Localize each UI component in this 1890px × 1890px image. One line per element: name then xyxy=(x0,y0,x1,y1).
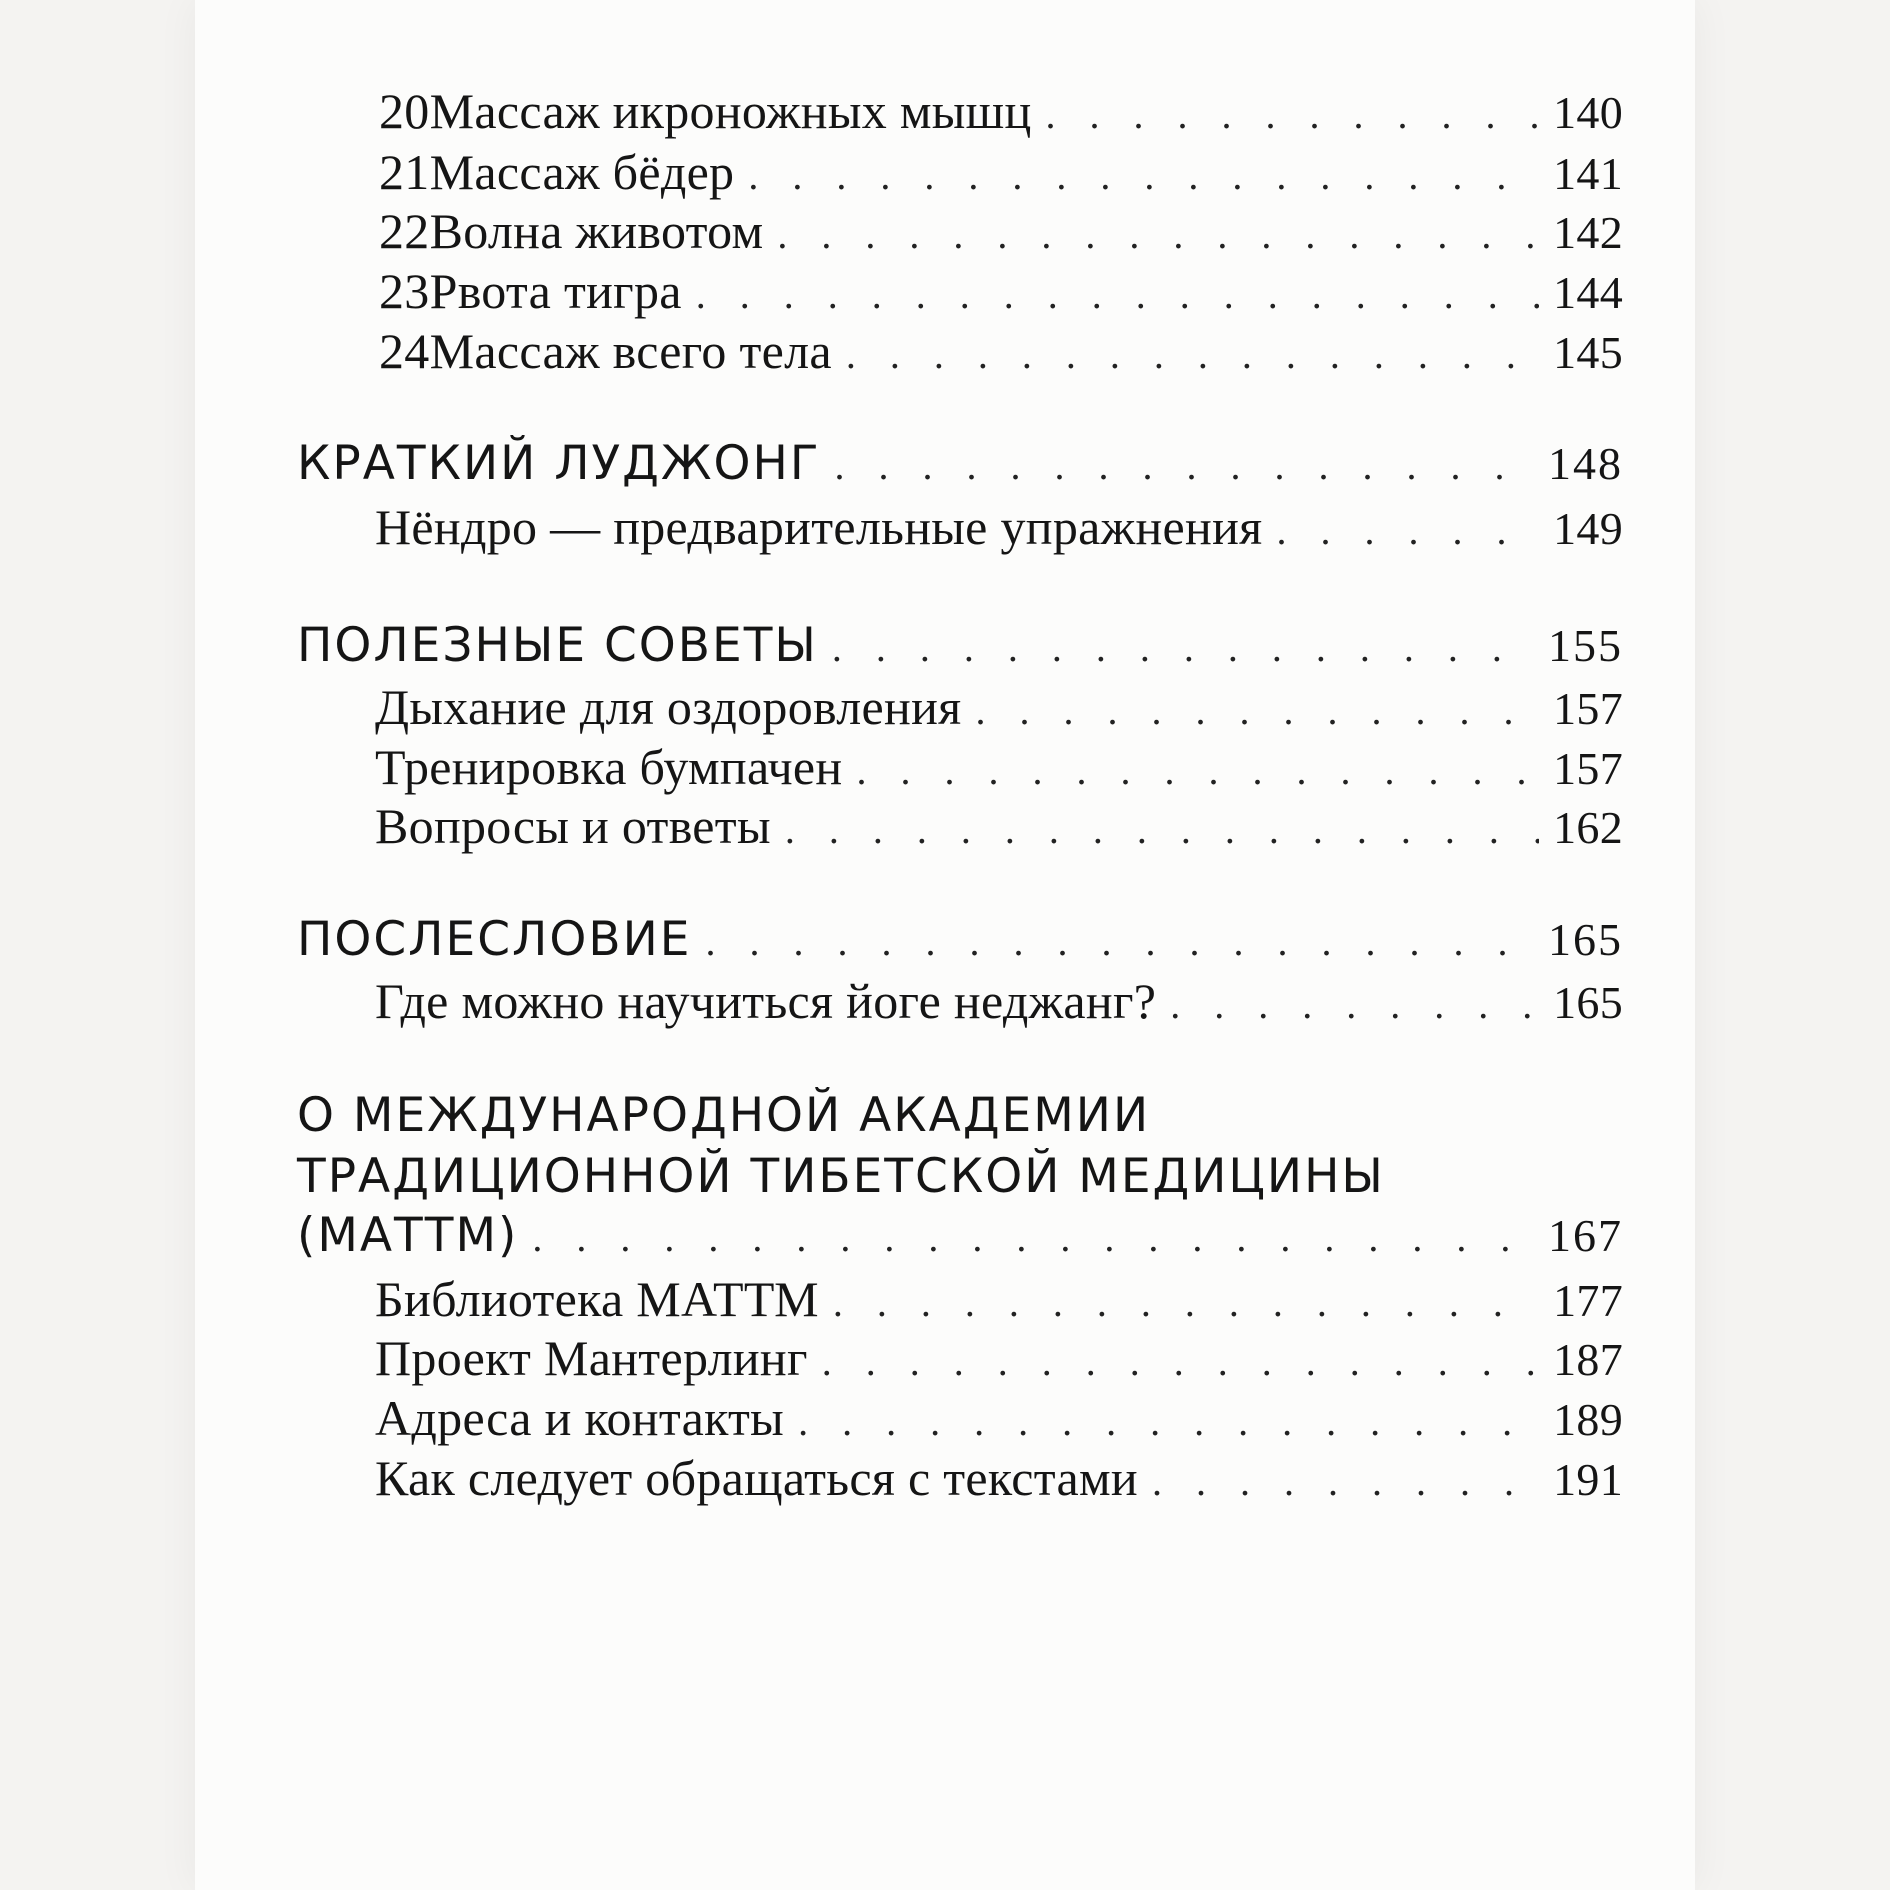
section-page: 165 xyxy=(1548,914,1623,965)
toc-section-ludzhong[interactable] xyxy=(297,436,1623,491)
dot-leader xyxy=(532,1214,1534,1261)
entry-title: Как следует обращаться с текстами xyxy=(375,1450,1138,1506)
section-title: (МАТТМ) xyxy=(297,1208,519,1263)
section-page: 155 xyxy=(1548,620,1623,671)
dot-leader xyxy=(705,918,1534,965)
entry-title: Проект Мантерлинг xyxy=(375,1330,808,1386)
entry-number: 23 xyxy=(379,263,430,319)
entry-page: 177 xyxy=(1553,1275,1623,1326)
toc-entry-qa[interactable] xyxy=(375,797,1623,855)
entry-page: 187 xyxy=(1553,1334,1623,1385)
toc-entry-23[interactable] xyxy=(379,262,1623,320)
entry-page: 142 xyxy=(1553,207,1623,258)
toc-entry-24[interactable] xyxy=(379,322,1623,380)
entry-title: Массаж икроножных мышц xyxy=(429,83,1032,139)
section-page: 167 xyxy=(1548,1210,1623,1261)
toc-entry-texts[interactable] xyxy=(375,1449,1623,1507)
dot-leader xyxy=(696,271,1539,318)
section-title-line-2: ТРАДИЦИОННОЙ ТИБЕТСКОЙ МЕДИЦИНЫ xyxy=(297,1149,1385,1204)
entry-page: 189 xyxy=(1553,1394,1623,1445)
toc-entry-contacts[interactable] xyxy=(375,1389,1623,1447)
dot-leader xyxy=(975,687,1539,734)
section-title: ПОСЛЕСЛОВИЕ xyxy=(297,912,692,967)
entry-number: 24 xyxy=(379,323,430,379)
entry-page: 162 xyxy=(1553,802,1623,853)
section-page: 148 xyxy=(1548,438,1623,489)
entry-page: 141 xyxy=(1553,148,1623,199)
toc-entry-project[interactable] xyxy=(375,1329,1623,1387)
toc-section-afterword[interactable] xyxy=(297,912,1623,967)
entry-title: Где можно научиться йоге неджанг? xyxy=(375,973,1157,1029)
entry-title: Дыхание для оздоровления xyxy=(375,679,962,735)
section-title: КРАТКИЙ ЛУДЖОНГ xyxy=(297,436,821,491)
entry-title: Адреса и контакты xyxy=(375,1390,785,1446)
dot-leader xyxy=(1276,507,1539,554)
dot-leader xyxy=(1152,1458,1539,1505)
dot-leader xyxy=(822,1338,1539,1385)
entry-number: 22 xyxy=(379,203,430,259)
dot-leader xyxy=(777,211,1539,258)
section-title-line-1: О МЕЖДУНАРОДНОЙ АКАДЕМИИ xyxy=(297,1088,1151,1143)
book-page xyxy=(195,0,1695,1890)
dot-leader xyxy=(785,806,1539,853)
toc-entry-22[interactable] xyxy=(379,202,1623,260)
entry-number: 21 xyxy=(379,144,430,200)
dot-leader xyxy=(832,624,1534,671)
dot-leader xyxy=(748,152,1539,199)
entry-page: 157 xyxy=(1553,743,1623,794)
entry-page: 157 xyxy=(1553,683,1623,734)
dot-leader xyxy=(1046,91,1540,138)
entry-title: Массаж всего тела xyxy=(429,323,832,379)
entry-title: Массаж бёдер xyxy=(429,144,735,200)
entry-page: 191 xyxy=(1553,1454,1623,1505)
entry-page: 140 xyxy=(1553,87,1623,138)
toc-entry-training[interactable] xyxy=(375,738,1623,796)
toc-entry-20[interactable] xyxy=(379,82,1623,140)
dot-leader xyxy=(798,1398,1539,1445)
toc-entry-nyondro[interactable] xyxy=(375,498,1623,556)
toc-entry-library[interactable] xyxy=(375,1270,1623,1328)
entry-page: 144 xyxy=(1553,267,1623,318)
entry-title: Нёндро — предварительные упражнения xyxy=(375,499,1263,555)
table-of-contents xyxy=(195,0,1695,1890)
toc-section-tips[interactable] xyxy=(297,618,1623,673)
toc-section-academy[interactable] xyxy=(297,1208,1623,1263)
entry-title: Вопросы и ответы xyxy=(375,798,771,854)
entry-title: Рвота тигра xyxy=(429,263,682,319)
dot-leader xyxy=(846,331,1539,378)
dot-leader xyxy=(835,442,1534,489)
dot-leader xyxy=(856,747,1539,794)
toc-entry-where-to-learn[interactable] xyxy=(375,972,1623,1030)
dot-leader xyxy=(1170,981,1539,1028)
entry-title: Волна животом xyxy=(429,203,764,259)
entry-number: 20 xyxy=(379,83,430,139)
toc-entry-breathing[interactable] xyxy=(375,678,1623,736)
entry-title: Библиотека МАТТМ xyxy=(375,1271,819,1327)
entry-page: 149 xyxy=(1553,503,1623,554)
section-title: ПОЛЕЗНЫЕ СОВЕТЫ xyxy=(297,618,818,673)
entry-title: Тренировка бумпачен xyxy=(375,739,843,795)
toc-entry-21[interactable] xyxy=(379,143,1623,201)
dot-leader xyxy=(833,1279,1539,1326)
entry-page: 145 xyxy=(1553,327,1623,378)
entry-page: 165 xyxy=(1553,977,1623,1028)
